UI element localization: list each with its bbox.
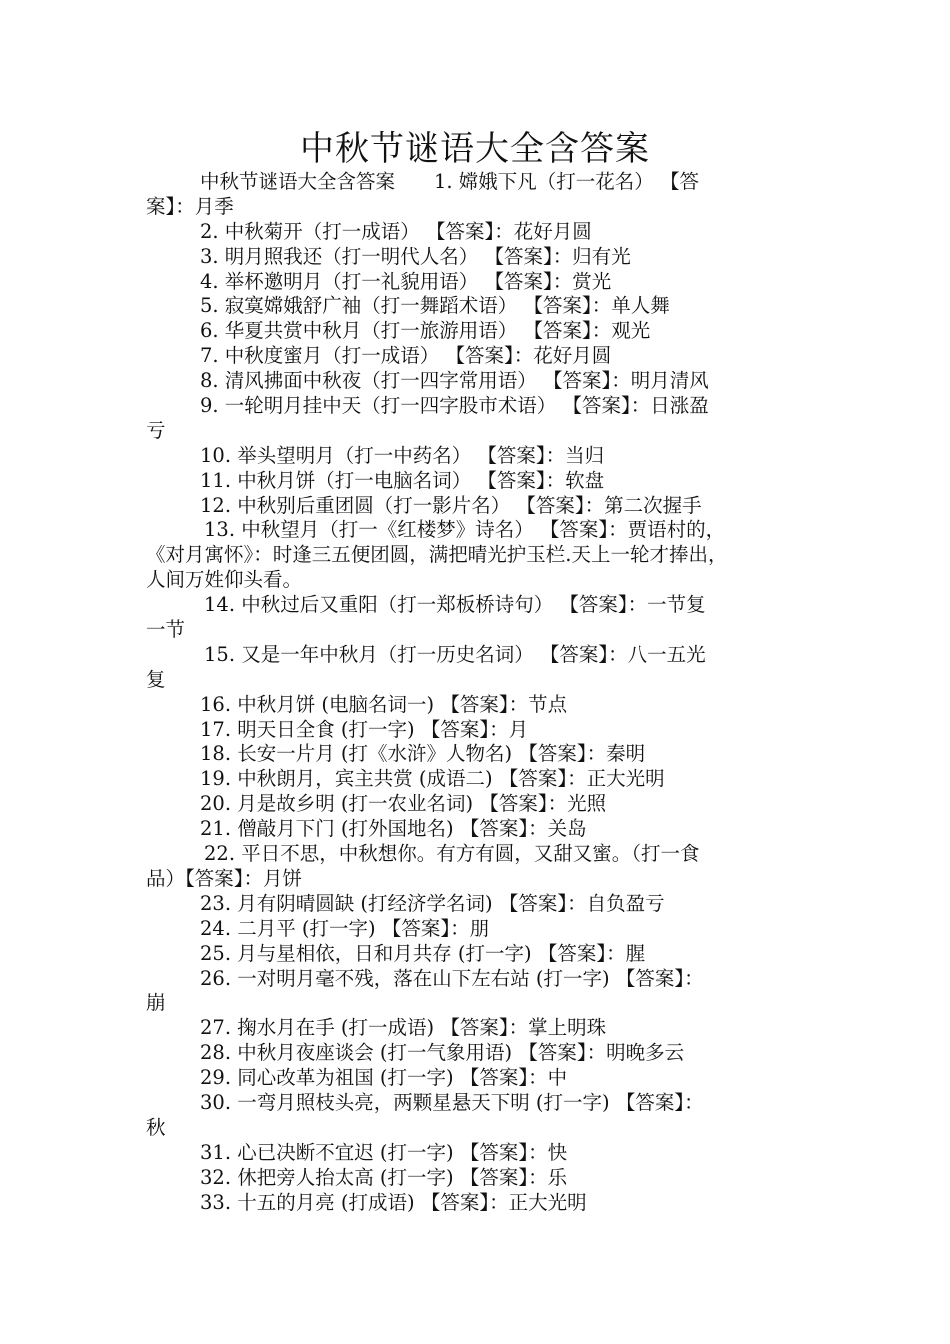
text-line: 中秋节谜语大全含答案 1. 嫦娥下凡（打一花名） 【答 — [200, 170, 700, 193]
text-line: 32. 休把旁人抬太高 (打一字) 【答案】：乐 — [200, 1165, 568, 1189]
text-line: 12. 中秋别后重团圆（打一影片名） 【答案】：第二次握手 — [200, 493, 702, 517]
text-line: 《对月寓怀》：时逢三五便团圆，满把晴光护玉栏.天上一轮才捧出， — [146, 543, 728, 567]
text-line: 24. 二月平 (打一字) 【答案】：朋 — [200, 916, 490, 940]
text-line: 18. 长安一片月 (打《水浒》人物名) 【答案】：秦明 — [200, 742, 646, 766]
text-line: 复 — [146, 667, 166, 691]
text-line: 17. 明天日全食 (打一字) 【答案】：月 — [200, 717, 529, 741]
text-line: 3. 明月照我还（打一明代人名） 【答案】：归有光 — [200, 244, 631, 268]
text-line: 23. 月有阴晴圆缺 (打经济学名词) 【答案】：自负盈亏 — [200, 891, 665, 915]
text-line: 人间万姓仰头看。 — [146, 568, 303, 592]
text-line: 21. 僧敲月下门 (打外国地名) 【答案】：关岛 — [200, 817, 587, 841]
page-title: 中秋节谜语大全含答案 — [300, 129, 650, 169]
text-line: 11. 中秋月饼（打一电脑名词） 【答案】：软盘 — [200, 468, 605, 492]
text-line: 崩 — [146, 991, 166, 1015]
text-line: 25. 月与星相依，日和月共存 (打一字) 【答案】：腥 — [200, 941, 646, 965]
text-line: 7. 中秋度蜜月（打一成语） 【答案】：花好月圆 — [200, 344, 612, 368]
text-line: 6. 华夏共赏中秋月（打一旅游用语） 【答案】：观光 — [200, 319, 651, 343]
text-line: 29. 同心改革为祖国 (打一字) 【答案】：中 — [200, 1066, 568, 1090]
text-line: 13. 中秋望月（打一《红楼梦》诗名） 【答案】：贾语村的， — [204, 518, 726, 542]
text-line: 30. 一弯月照枝头亮，两颗星悬天下明 (打一字) 【答案】： — [200, 1090, 704, 1114]
text-line: 31. 心已决断不宜迟 (打一字) 【答案】：快 — [200, 1140, 568, 1164]
text-line: 9. 一轮明月挂中天（打一四字股市术语） 【答案】：日涨盈 — [200, 394, 709, 418]
text-line: 26. 一对明月毫不残，落在山下左右站 (打一字) 【答案】： — [200, 966, 704, 990]
text-line: 22. 平日不思，中秋想你。有方有圆，又甜又蜜。（打一食 — [204, 842, 700, 866]
text-line: 一节 — [146, 618, 186, 642]
text-line: 27. 掬水月在手 (打一成语) 【答案】：掌上明珠 — [200, 1016, 607, 1040]
text-line: 案】：月季 — [146, 194, 234, 218]
text-line: 16. 中秋月饼 (电脑名词一) 【答案】：节点 — [200, 692, 568, 716]
text-line: 20. 月是故乡明 (打一农业名词) 【答案】：光照 — [200, 792, 607, 816]
text-line: 秋 — [146, 1115, 166, 1139]
text-line: 28. 中秋月夜座谈会 (打一气象用语) 【答案】：明晚多云 — [200, 1041, 685, 1065]
riddle-list — [146, 170, 822, 1215]
text-line: 33. 十五的月亮 (打成语) 【答案】：正大光明 — [200, 1190, 587, 1214]
text-line: 14. 中秋过后又重阳（打一郑板桥诗句） 【答案】：一节复 — [204, 593, 706, 617]
text-line: 4. 举杯邀明月（打一礼貌用语） 【答案】：赏光 — [200, 269, 612, 293]
text-line: 19. 中秋朗月，宾主共赏 (成语二) 【答案】：正大光明 — [200, 767, 665, 791]
text-line: 2. 中秋菊开（打一成语） 【答案】：花好月圆 — [200, 219, 592, 243]
text-line: 品）【答案】：月饼 — [146, 866, 303, 890]
text-line: 亏 — [146, 418, 166, 442]
text-line: 10. 举头望明月（打一中药名） 【答案】：当归 — [200, 443, 605, 467]
text-line: 8. 清风拂面中秋夜（打一四字常用语） 【答案】：明月清风 — [200, 369, 709, 393]
text-line: 5. 寂寞嫦娥舒广袖（打一舞蹈术语） 【答案】：单人舞 — [200, 294, 670, 318]
text-line: 15. 又是一年中秋月（打一历史名词） 【答案】：八一五光 — [204, 642, 706, 666]
